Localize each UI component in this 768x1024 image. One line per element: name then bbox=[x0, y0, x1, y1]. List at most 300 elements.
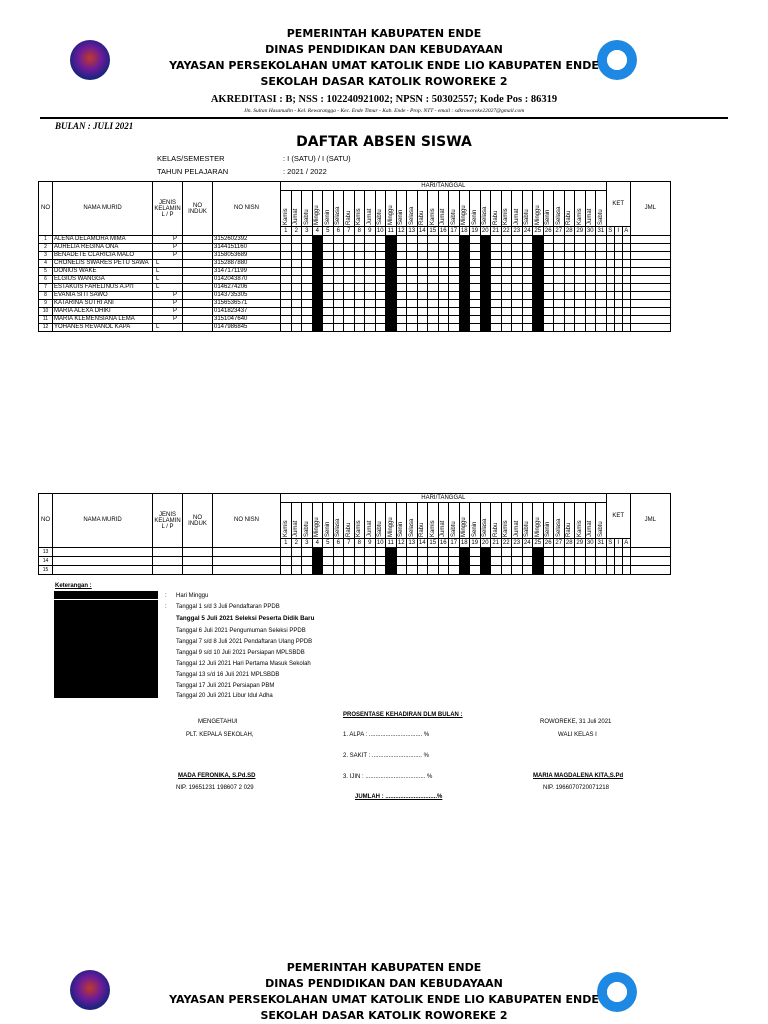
ket-cell bbox=[606, 268, 614, 276]
attendance-cell bbox=[291, 244, 302, 252]
attendance-cell bbox=[585, 276, 596, 284]
attendance-cell bbox=[396, 276, 407, 284]
date-number-cell: 7 bbox=[344, 539, 355, 548]
wali-kelas-label: WALI KELAS I bbox=[558, 732, 597, 738]
attendance-cell bbox=[428, 324, 439, 332]
attendance-cell bbox=[596, 284, 607, 292]
date-number-cell: 10 bbox=[376, 539, 384, 546]
attendance-cell bbox=[533, 276, 544, 284]
date-number-cell: 6 bbox=[333, 227, 344, 236]
attendance-cell bbox=[596, 268, 607, 276]
student-gender: P bbox=[153, 236, 183, 244]
attendance-cell bbox=[417, 316, 428, 324]
date-number-cell: 25 bbox=[534, 539, 542, 546]
attendance-cell bbox=[333, 276, 344, 284]
date-number-cell: 22 bbox=[502, 227, 510, 234]
attendance-cell bbox=[291, 308, 302, 316]
attendance-cell bbox=[585, 308, 596, 316]
date-number-cell: 24 bbox=[523, 227, 531, 234]
day-name-cell: Rabu bbox=[564, 191, 575, 227]
attendance-cell bbox=[449, 324, 460, 332]
attendance-cell bbox=[407, 566, 418, 575]
attendance-cell bbox=[396, 292, 407, 300]
ket-cell bbox=[606, 557, 614, 566]
attendance-cell bbox=[501, 268, 512, 276]
col-jk-header-line: KELAMIN bbox=[154, 205, 181, 212]
attendance-cell bbox=[333, 252, 344, 260]
student-gender: P bbox=[153, 316, 183, 324]
attendance-cell bbox=[354, 252, 365, 260]
attendance-cell bbox=[354, 236, 365, 244]
date-number-cell: 13 bbox=[408, 539, 416, 546]
day-name-cell: Jumat bbox=[438, 191, 449, 227]
ket-cell bbox=[622, 292, 630, 300]
attendance-cell bbox=[522, 557, 533, 566]
student-nisn: 0143735305 bbox=[213, 292, 281, 300]
attendance-cell bbox=[407, 252, 418, 260]
day-name-cell: Kamis bbox=[281, 191, 292, 227]
jml-cell bbox=[630, 316, 670, 324]
day-name-cell: Selasa bbox=[407, 503, 418, 539]
attendance-cell bbox=[501, 308, 512, 316]
ket-cell bbox=[606, 260, 614, 268]
day-name-cell: Minggu bbox=[386, 503, 397, 539]
student-name: DONIUS WAKE bbox=[53, 268, 153, 276]
attendance-cell bbox=[470, 244, 481, 252]
attendance-cell bbox=[522, 276, 533, 284]
date-number-cell: 5 bbox=[323, 539, 334, 548]
ket-cell bbox=[622, 300, 630, 308]
attendance-cell bbox=[281, 300, 292, 308]
attendance-cell bbox=[375, 276, 386, 284]
attendance-cell bbox=[291, 324, 302, 332]
student-name: EVANIA SITI SAWO bbox=[53, 292, 153, 300]
col-no-header: NO bbox=[39, 494, 53, 548]
attendance-cell bbox=[501, 292, 512, 300]
attendance-cell bbox=[438, 324, 449, 332]
attendance-cell bbox=[354, 300, 365, 308]
wali-kelas-nip: NIP. 1966070720071218 bbox=[543, 785, 609, 791]
attendance-cell bbox=[480, 557, 491, 566]
attendance-cell bbox=[459, 566, 470, 575]
student-gender: P bbox=[153, 244, 183, 252]
attendance-cell bbox=[470, 292, 481, 300]
student-no: 3 bbox=[39, 252, 53, 260]
ket-cell bbox=[614, 260, 622, 268]
ket-cell bbox=[606, 292, 614, 300]
attendance-cell bbox=[417, 548, 428, 557]
day-name-cell: Minggu bbox=[459, 191, 470, 227]
attendance-cell bbox=[354, 268, 365, 276]
attendance-cell bbox=[480, 276, 491, 284]
attendance-cell bbox=[302, 566, 313, 575]
wali-kelas-name: MARIA MAGDALENA KITA,S.Pd bbox=[533, 773, 624, 779]
attendance-cell bbox=[459, 244, 470, 252]
attendance-cell bbox=[354, 548, 365, 557]
attendance-cell bbox=[365, 548, 376, 557]
attendance-cell bbox=[470, 308, 481, 316]
date-number-cell: 7 bbox=[344, 227, 355, 236]
attendance-cell bbox=[564, 260, 575, 268]
attendance-cell bbox=[417, 252, 428, 260]
attendance-cell bbox=[407, 292, 418, 300]
attendance-cell bbox=[564, 284, 575, 292]
attendance-cell bbox=[554, 566, 565, 575]
attendance-cell bbox=[512, 292, 523, 300]
col-induk-header-line: NO bbox=[193, 202, 202, 209]
attendance-cell bbox=[543, 260, 554, 268]
attendance-cell bbox=[312, 548, 323, 557]
day-name-cell: Jumat bbox=[291, 503, 302, 539]
col-jk-header bbox=[153, 182, 183, 236]
attendance-cell bbox=[428, 292, 439, 300]
attendance-cell bbox=[564, 566, 575, 575]
attendance-cell bbox=[386, 308, 397, 316]
empty-cell bbox=[213, 557, 281, 566]
student-row bbox=[39, 324, 671, 332]
akreditasi: AKREDITASI : B; NSS : 102240921002; NPSN : 50302557; Kode Pos : 86319 bbox=[210, 94, 558, 105]
attendance-cell bbox=[323, 324, 334, 332]
student-no: 9 bbox=[39, 300, 53, 308]
student-name: BENADETE CLARICIA MALO bbox=[53, 252, 153, 260]
day-name-cell: Selasa bbox=[480, 191, 491, 227]
attendance-cell bbox=[365, 252, 376, 260]
student-no: 6 bbox=[39, 276, 53, 284]
attendance-cell bbox=[501, 300, 512, 308]
attendance-cell bbox=[512, 260, 523, 268]
attendance-cell bbox=[428, 236, 439, 244]
student-nisn: 0141823437 bbox=[213, 308, 281, 316]
date-number-cell: 24 bbox=[523, 539, 531, 546]
attendance-cell bbox=[407, 316, 418, 324]
attendance-cell bbox=[344, 308, 355, 316]
attendance-cell bbox=[417, 268, 428, 276]
kepsek-nip: NIP. 19651231 198607 2 029 bbox=[176, 785, 254, 791]
ket-cell bbox=[614, 292, 622, 300]
attendance-cell bbox=[312, 252, 323, 260]
attendance-cell bbox=[470, 300, 481, 308]
keterangan-item: Tanggal 9 s/d 10 Juli 2021 Persiapan MPLSBDB bbox=[176, 650, 305, 656]
attendance-cell bbox=[344, 284, 355, 292]
attendance-cell bbox=[554, 292, 565, 300]
attendance-cell bbox=[543, 300, 554, 308]
day-name-cell: Minggu bbox=[312, 503, 323, 539]
date-number-cell: 28 bbox=[565, 539, 573, 546]
col-jk-header-line: L / P bbox=[161, 523, 174, 530]
ket-cell bbox=[622, 252, 630, 260]
student-induk bbox=[183, 268, 213, 276]
attendance-cell bbox=[302, 244, 313, 252]
attendance-cell bbox=[365, 276, 376, 284]
attendance-cell bbox=[323, 244, 334, 252]
date-number-cell: 31 bbox=[596, 227, 607, 236]
attendance-cell bbox=[417, 244, 428, 252]
day-name-cell: Jumat bbox=[585, 503, 596, 539]
jml-cell bbox=[630, 324, 670, 332]
attendance-cell bbox=[575, 284, 586, 292]
attendance-cell bbox=[449, 244, 460, 252]
date-number-cell: 1 bbox=[281, 539, 292, 548]
attendance-cell bbox=[386, 252, 397, 260]
attendance-cell bbox=[480, 244, 491, 252]
attendance-cell bbox=[470, 236, 481, 244]
student-nisn: 3156536571 bbox=[213, 300, 281, 308]
col-jk-header bbox=[153, 494, 183, 548]
attendance-cell bbox=[480, 292, 491, 300]
ket-s-header: S bbox=[608, 539, 613, 546]
attendance-cell bbox=[386, 244, 397, 252]
col-hari-header: HARI/TANGGAL bbox=[281, 494, 607, 503]
attendance-cell bbox=[449, 236, 460, 244]
attendance-cell bbox=[585, 268, 596, 276]
day-name-cell: Kamis bbox=[354, 503, 365, 539]
attendance-cell bbox=[533, 292, 544, 300]
attendance-cell bbox=[522, 324, 533, 332]
jml-cell bbox=[630, 244, 670, 252]
attendance-cell bbox=[281, 284, 292, 292]
student-nisn: 3158053689 bbox=[213, 252, 281, 260]
attendance-cell bbox=[312, 260, 323, 268]
col-induk-header-line: NO bbox=[193, 514, 202, 521]
student-no: 7 bbox=[39, 284, 53, 292]
student-no: 10 bbox=[39, 308, 53, 316]
student-name: CRONELIS SWARES PETU SAWA bbox=[53, 260, 153, 268]
student-name: YOHANES REVANOL KAPA bbox=[53, 324, 153, 332]
col-induk-header-line: INDUK bbox=[188, 208, 207, 215]
attendance-cell bbox=[480, 566, 491, 575]
attendance-cell bbox=[312, 244, 323, 252]
attendance-cell bbox=[501, 557, 512, 566]
attendance-cell bbox=[375, 324, 386, 332]
attendance-cell bbox=[449, 548, 460, 557]
ket-cell bbox=[614, 316, 622, 324]
attendance-cell bbox=[554, 276, 565, 284]
attendance-cell bbox=[291, 276, 302, 284]
attendance-cell bbox=[533, 300, 544, 308]
attendance-cell bbox=[564, 308, 575, 316]
attendance-cell bbox=[438, 548, 449, 557]
attendance-cell bbox=[459, 308, 470, 316]
attendance-cell bbox=[323, 276, 334, 284]
attendance-cell bbox=[333, 316, 344, 324]
attendance-cell bbox=[533, 316, 544, 324]
empty-cell bbox=[53, 557, 153, 566]
attendance-cell bbox=[386, 557, 397, 566]
attendance-cell bbox=[354, 244, 365, 252]
day-name-cell: Kamis bbox=[575, 503, 586, 539]
day-name-cell: Rabu bbox=[417, 191, 428, 227]
student-gender: P bbox=[153, 300, 183, 308]
day-name-cell: Jumat bbox=[365, 191, 376, 227]
col-nama-header: NAMA MURID bbox=[53, 494, 153, 548]
student-induk bbox=[183, 316, 213, 324]
tahun-value: : 2021 / 2022 bbox=[283, 167, 327, 176]
attendance-cell bbox=[407, 276, 418, 284]
date-number-cell: 20 bbox=[481, 539, 489, 546]
attendance-cell bbox=[407, 244, 418, 252]
date-number-cell: 22 bbox=[502, 539, 510, 546]
keterangan-item: Tanggal 1 s/d 3 Juli Pendaftaran PPDB bbox=[176, 604, 280, 610]
empty-cell bbox=[153, 557, 183, 566]
attendance-cell bbox=[554, 316, 565, 324]
date-number-cell: 3 bbox=[302, 227, 313, 236]
attendance-cell bbox=[554, 236, 565, 244]
attendance-cell bbox=[459, 548, 470, 557]
ket-cell bbox=[614, 300, 622, 308]
attendance-cell bbox=[554, 244, 565, 252]
kelas-label: KELAS/SEMESTER bbox=[157, 154, 225, 163]
attendance-cell bbox=[543, 316, 554, 324]
attendance-cell bbox=[417, 557, 428, 566]
attendance-cell bbox=[459, 324, 470, 332]
attendance-cell bbox=[554, 260, 565, 268]
attendance-cell bbox=[417, 300, 428, 308]
col-ket-header: KET bbox=[606, 182, 630, 227]
attendance-cell bbox=[344, 276, 355, 284]
jml-cell bbox=[630, 300, 670, 308]
day-name-cell: Rabu bbox=[417, 503, 428, 539]
attendance-cell bbox=[575, 268, 586, 276]
attendance-cell bbox=[449, 566, 460, 575]
attendance-cell bbox=[585, 284, 596, 292]
attendance-cell bbox=[428, 308, 439, 316]
attendance-cell bbox=[491, 324, 502, 332]
mengetahui-label: MENGETAHUI bbox=[198, 719, 238, 725]
keterangan-item: Tanggal 13 s/d 16 Juli 2021 MPLSBDB bbox=[176, 672, 280, 678]
attendance-cell bbox=[543, 244, 554, 252]
attendance-cell bbox=[512, 276, 523, 284]
student-nisn: 0146274206 bbox=[213, 284, 281, 292]
day-name-cell: Jumat bbox=[512, 191, 523, 227]
attendance-cell bbox=[333, 566, 344, 575]
student-gender: P bbox=[153, 252, 183, 260]
attendance-cell bbox=[312, 324, 323, 332]
student-induk bbox=[183, 252, 213, 260]
attendance-cell bbox=[491, 292, 502, 300]
attendance-cell bbox=[575, 292, 586, 300]
date-number-cell: 23 bbox=[513, 539, 521, 546]
day-name-cell: Minggu bbox=[386, 191, 397, 227]
attendance-cell bbox=[417, 260, 428, 268]
attendance-cell bbox=[333, 557, 344, 566]
attendance-cell bbox=[438, 557, 449, 566]
attendance-cell bbox=[417, 284, 428, 292]
day-name-cell: Rabu bbox=[491, 191, 502, 227]
attendance-cell bbox=[291, 557, 302, 566]
empty-cell bbox=[153, 548, 183, 557]
attendance-cell bbox=[365, 308, 376, 316]
attendance-cell bbox=[407, 300, 418, 308]
attendance-cell bbox=[438, 308, 449, 316]
attendance-cell bbox=[428, 316, 439, 324]
attendance-cell bbox=[302, 252, 313, 260]
attendance-cell bbox=[596, 292, 607, 300]
attendance-cell bbox=[281, 268, 292, 276]
attendance-cell bbox=[564, 252, 575, 260]
attendance-cell bbox=[470, 324, 481, 332]
attendance-cell bbox=[554, 548, 565, 557]
attendance-cell bbox=[585, 292, 596, 300]
student-gender: L bbox=[153, 260, 183, 268]
date-number-cell: 18 bbox=[460, 539, 468, 546]
date-number-cell: 12 bbox=[397, 227, 405, 234]
attendance-cell bbox=[396, 557, 407, 566]
jml-cell bbox=[630, 252, 670, 260]
col-ket-header: KET bbox=[606, 494, 630, 539]
attendance-cell bbox=[386, 236, 397, 244]
date-number-cell: 11 bbox=[386, 539, 397, 548]
attendance-cell bbox=[575, 260, 586, 268]
attendance-cell bbox=[428, 252, 439, 260]
date-number-cell: 26 bbox=[544, 539, 552, 546]
attendance-cell bbox=[512, 308, 523, 316]
attendance-cell bbox=[575, 276, 586, 284]
attendance-cell bbox=[344, 557, 355, 566]
student-row bbox=[39, 252, 671, 260]
attendance-cell bbox=[375, 252, 386, 260]
student-row bbox=[39, 260, 671, 268]
attendance-cell bbox=[470, 548, 481, 557]
attendance-cell bbox=[449, 268, 460, 276]
attendance-cell bbox=[407, 236, 418, 244]
day-name-cell: Senin bbox=[396, 191, 407, 227]
attendance-cell bbox=[522, 260, 533, 268]
keterangan-item: Hari Minggu bbox=[176, 593, 209, 599]
day-name-cell: Kamis bbox=[281, 503, 292, 539]
attendance-cell bbox=[459, 292, 470, 300]
attendance-cell bbox=[480, 300, 491, 308]
ket-cell bbox=[606, 252, 614, 260]
attendance-cell bbox=[354, 284, 365, 292]
attendance-cell bbox=[449, 292, 460, 300]
attendance-cell bbox=[323, 316, 334, 324]
attendance-cell bbox=[333, 260, 344, 268]
student-nisn: 3151047640 bbox=[213, 316, 281, 324]
attendance-cell bbox=[375, 260, 386, 268]
attendance-cell bbox=[396, 308, 407, 316]
student-no: 5 bbox=[39, 268, 53, 276]
day-name-cell: Senin bbox=[543, 191, 554, 227]
date-number-cell: 13 bbox=[408, 227, 416, 234]
attendance-cell bbox=[281, 557, 292, 566]
attendance-cell bbox=[512, 566, 523, 575]
attendance-cell bbox=[428, 284, 439, 292]
attendance-cell bbox=[438, 566, 449, 575]
day-name-cell: Minggu bbox=[312, 191, 323, 227]
attendance-cell bbox=[407, 260, 418, 268]
ket-cell bbox=[606, 548, 614, 557]
attendance-cell bbox=[533, 548, 544, 557]
attendance-cell bbox=[522, 252, 533, 260]
attendance-cell bbox=[323, 292, 334, 300]
attendance-cell bbox=[302, 236, 313, 244]
attendance-cell bbox=[365, 300, 376, 308]
attendance-cell bbox=[554, 268, 565, 276]
attendance-cell bbox=[375, 268, 386, 276]
attendance-cell bbox=[386, 276, 397, 284]
legend-black-box-small bbox=[54, 591, 158, 599]
student-induk bbox=[183, 292, 213, 300]
attendance-cell bbox=[386, 324, 397, 332]
day-name-cell: Senin bbox=[543, 503, 554, 539]
attendance-cell bbox=[543, 252, 554, 260]
attendance-cell bbox=[501, 284, 512, 292]
date-number-cell: 15 bbox=[429, 539, 437, 546]
attendance-cell bbox=[428, 566, 439, 575]
date-number-cell: 29 bbox=[576, 539, 584, 546]
student-row bbox=[39, 268, 671, 276]
attendance-cell bbox=[564, 316, 575, 324]
